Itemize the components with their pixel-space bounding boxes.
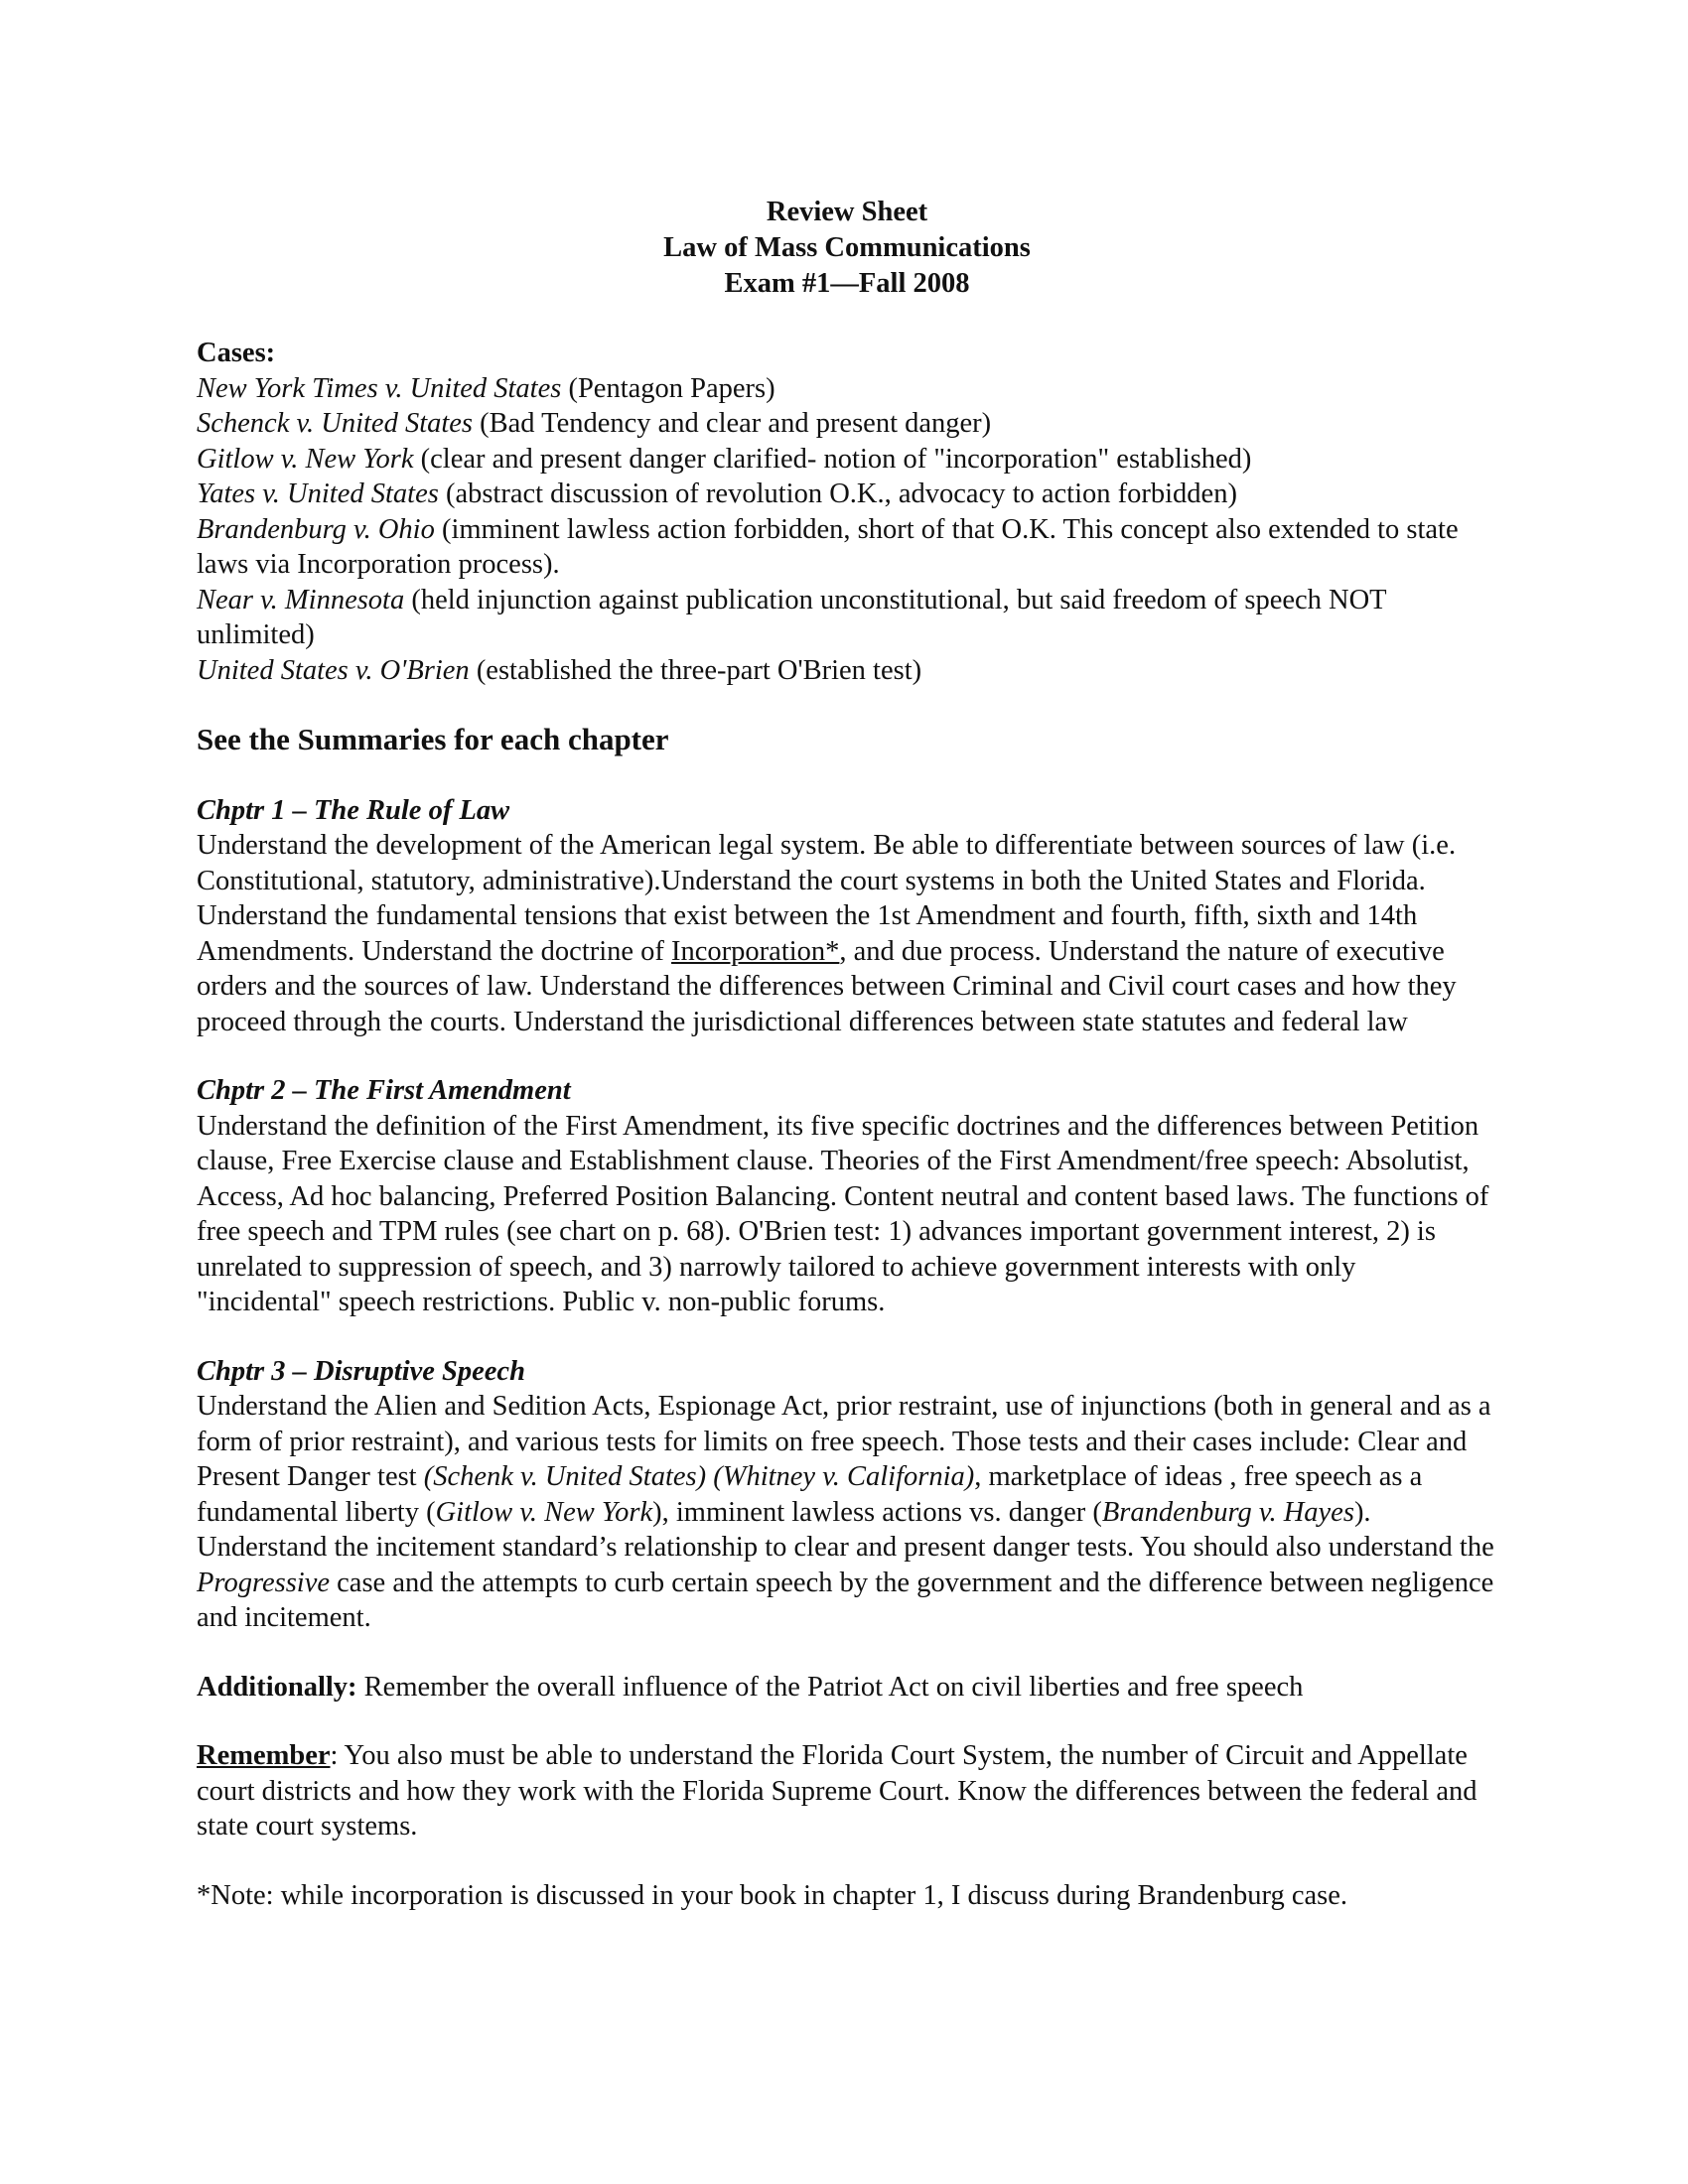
chapter-3-case-brandenburg: Brandenburg v. Hayes	[1101, 1496, 1354, 1528]
case-name: Brandenburg v. Ohio	[197, 513, 435, 545]
cases-section	[197, 336, 1497, 688]
chapter-3-case-progressive: Progressive	[197, 1567, 331, 1598]
case-name: Near v. Minnesota	[197, 584, 405, 615]
remember-paragraph	[197, 1738, 1497, 1844]
chapter-3-cases-1: (Schenk v. United States) (Whitney v. California)	[423, 1461, 975, 1492]
review-sheet-page	[197, 195, 1497, 1947]
case-desc: (held injunction against publication unconstitutional, but said freedom of speech NOT unlimited)	[197, 584, 1387, 650]
header-exam: Exam #1—Fall 2008	[724, 268, 970, 299]
chapter-2-section	[197, 1073, 1497, 1320]
case-name: New York Times v. United States	[197, 372, 562, 404]
additionally-paragraph	[197, 1670, 1497, 1706]
case-desc: (abstract discussion of revolution O.K., advocacy to action forbidden)	[438, 478, 1237, 509]
case-desc: (Pentagon Papers)	[561, 372, 775, 404]
case-item	[197, 512, 1497, 583]
additionally-label: Additionally:	[197, 1671, 357, 1703]
chapter-3-text-1: Understand the Alien and Sedition Acts, Espionage Act, prior restraint, use of injunctions (both in general and as a form of prior restraint), and various tests for limits on free speech. Those tests and their cases include: Clear and Present Danger test	[197, 1391, 1491, 1492]
case-name: Yates v. United States	[197, 478, 439, 509]
chapter-1-heading: Chptr 1 – The Rule of Law	[197, 794, 510, 826]
footnote: *Note: while incorporation is discussed in your book in chapter 1, I discuss during Brandenburg case.	[197, 1879, 1348, 1911]
remember-label: Remember	[197, 1740, 331, 1771]
chapter-1-text-b: , and due process. Understand the nature of executive orders and the sources of law. Understand the differences between Criminal and Civil court cases and how they proceed through the courts. Understand the jurisdictional differences between state statutes and federal law	[197, 935, 1457, 1037]
header-title: Review Sheet	[766, 197, 928, 227]
chapter-3-heading: Chptr 3 – Disruptive Speech	[197, 1355, 525, 1387]
chapter-1-text-a: Understand the development of the American legal system. Be able to differentiate between sources of law (i.e. Constitutional, statutory, administrative).Understand the court systems in both the United States and Florida. Understand the fundamental tensions that exist between the 1st Amendment and fourth, fifth, sixth and 14th Amendments. Understand the doctrine of	[197, 830, 1457, 967]
chapter-3-text-4: ). Understand the incitement standard’s relationship to clear and present danger tests. You should also understand the	[197, 1496, 1494, 1563]
chapter-3-case-gitlow: Gitlow v. New York	[435, 1496, 653, 1528]
chapter-2-body: Understand the definition of the First Amendment, its five specific doctrines and the differences between Petition clause, Free Exercise clause and Establishment clause. Theories of the First Amendment/free speech: Absolutist, Access, Ad hoc balancing, Preferred Position Balancing. Content neutral and content based laws. The functions of free speech and TPM rules (see chart on p. 68). O'Brien test: 1) advances important government interest, 2) is unrelated to suppression of speech, and 3) narrowly tailored to achieve government interests with only "incidental" speech restrictions. Public v. non-public forums.	[197, 1110, 1489, 1317]
case-item	[197, 653, 1497, 689]
chapter-1-section	[197, 793, 1497, 1040]
case-name: Gitlow v. New York	[197, 443, 414, 475]
summaries-heading: See the Summaries for each chapter	[197, 722, 669, 756]
additionally-text: Remember the overall influence of the Patriot Act on civil liberties and free speech	[356, 1671, 1304, 1703]
remember-text: : You also must be able to understand the Florida Court System, the number of Circuit and Appellate court districts and how they work with the Florida Supreme Court. Know the differences between the federal and state court systems.	[197, 1740, 1477, 1842]
case-item	[197, 477, 1497, 512]
chapter-1-body	[197, 828, 1497, 1039]
cases-heading: Cases:	[197, 338, 276, 368]
case-name: Schenck v. United States	[197, 408, 474, 439]
case-item	[197, 442, 1497, 478]
chapter-3-body	[197, 1389, 1497, 1636]
case-item	[197, 583, 1497, 653]
chapter-3-section	[197, 1354, 1497, 1636]
case-item	[197, 371, 1497, 407]
case-desc: (established the three-part O'Brien test)	[469, 654, 922, 686]
incorporation-term: Incorporation*	[671, 935, 840, 967]
case-desc: (imminent lawless action forbidden, short of that O.K. This concept also extended to state laws via Incorporation process).	[197, 513, 1459, 580]
chapter-3-text-3: ), imminent lawless actions vs. danger (	[652, 1496, 1102, 1528]
header-course: Law of Mass Communications	[663, 232, 1031, 263]
document-header	[197, 195, 1497, 302]
chapter-3-text-5: case and the attempts to curb certain speech by the government and the difference between negligence and incitement.	[197, 1567, 1494, 1633]
case-desc: (Bad Tendency and clear and present danger)	[473, 408, 992, 439]
chapter-2-heading: Chptr 2 – The First Amendment	[197, 1075, 571, 1106]
case-item	[197, 406, 1497, 442]
chapter-3-text-2: , marketplace of ideas , free speech as a fundamental liberty (	[197, 1461, 1423, 1528]
case-name: United States v. O'Brien	[197, 654, 470, 686]
case-desc: (clear and present danger clarified- notion of "incorporation" established)	[413, 443, 1252, 475]
